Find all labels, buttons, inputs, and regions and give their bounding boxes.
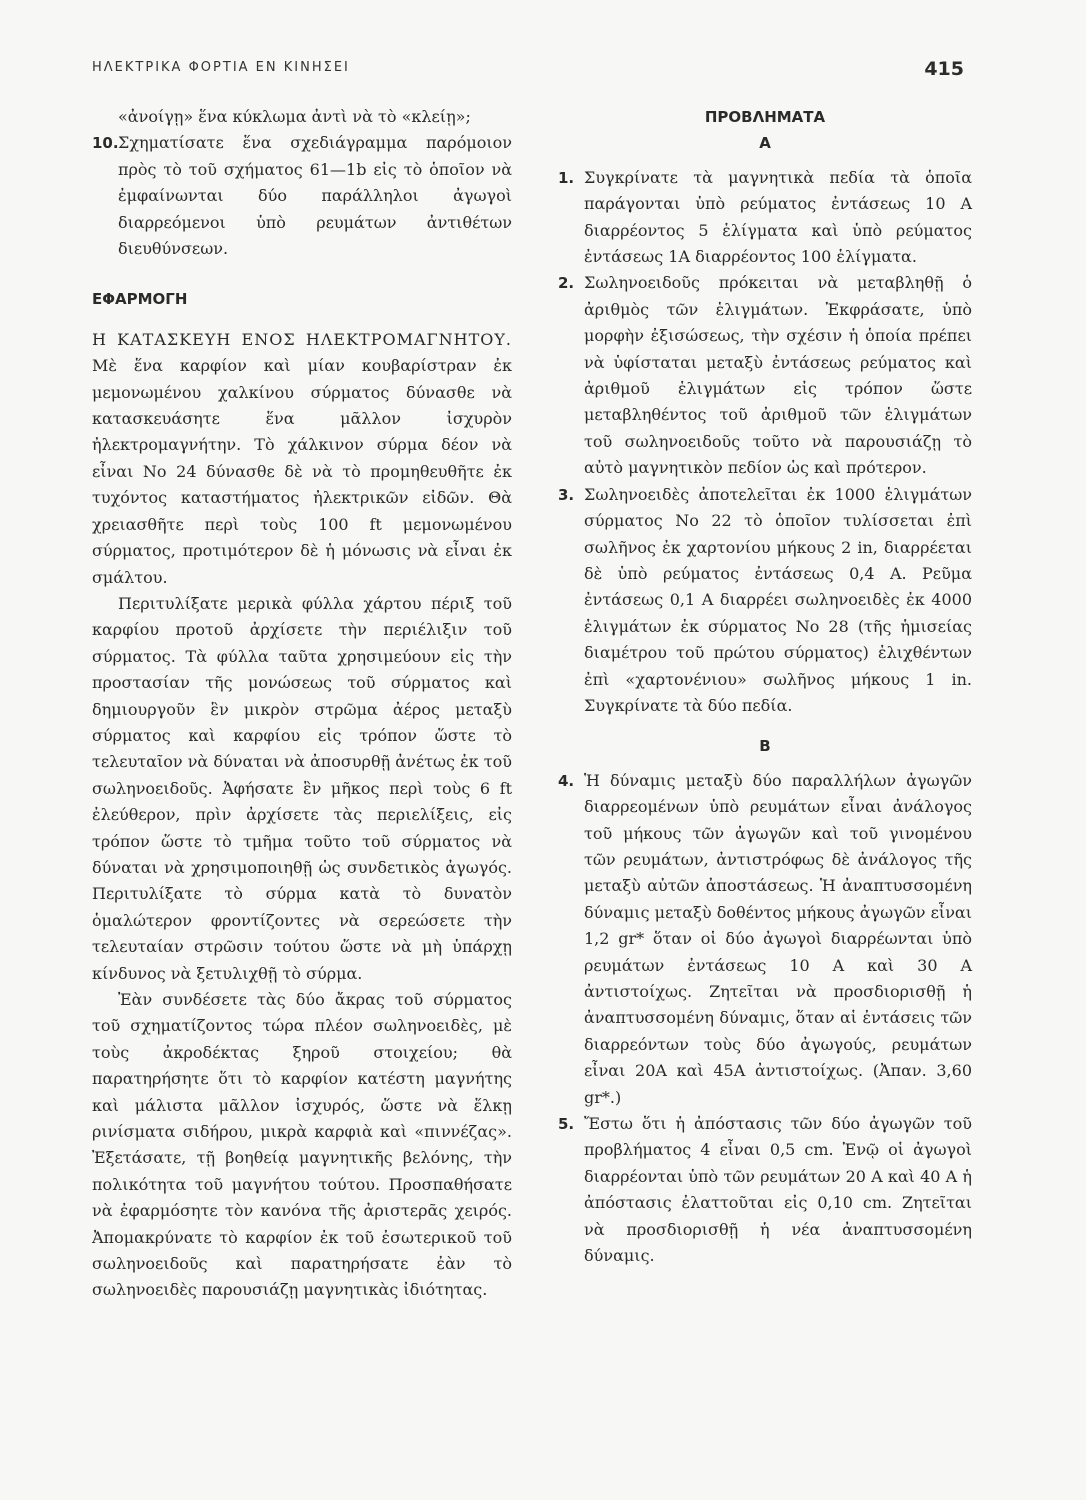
problem-text: Σωληνοειδοῦς πρόκειται νὰ μεταβληθῇ ὁ ἀριθμὸς τῶν ἑλιγμάτων. Ἐκφράσατε, ὑπὸ μορφὴν ἐξισώσεως, τὴν σχέσιν ἡ ὁποία πρέπει νὰ ὑφίσταται μεταξὺ ἐντάσεως ρεύματος καὶ ἀριθμοῦ ἑλιγμάτων εἰς τρόπον ὥστε μεταβληθέντος τοῦ ἀριθμοῦ τῶν ἑλιγμάτων τοῦ σωληνοειδοῦς τοῦτο νὰ παρουσιάζῃ τὸ αὐτὸ μαγνητικὸν πεδίον ὡς καὶ πρότερον. xyxy=(584,273,972,478)
problem-text: Ἡ δύναμις μεταξὺ δύο παραλλήλων ἀγωγῶν διαρρεομένων ὑπὸ ρευμάτων εἶναι ἀνάλογος τοῦ μήκους τῶν ἀγωγῶν καὶ τοῦ γινομένου τῶν ρευμάτων, ἀντιστρόφως δὲ ἀνάλογος τῆς μεταξὺ αὐτῶν ἀποστάσεως. Ἡ ἀναπτυσσομένη δύναμις μεταξὺ δοθέντος μήκους ἀγωγῶν εἶναι 1,2 gr* ὅταν οἱ δύο ἀγωγοὶ διαρρέωνται ὑπὸ ρευμάτων ἐντάσεως 10 Α καὶ 30 Α ἀντιστοίχως. Ζητεῖται νὰ προσδιορισθῇ ἡ ἀναπτυσσομένη δύναμις, ὅταν αἱ ἐντάσεις τῶν διαρρεόντων τοὺς δύο ἀγωγούς, ρευμάτων εἶναι 20Α καὶ 45Α ἀντιστοίχως. (Ἀπαν. 3,60 gr*.) xyxy=(584,770,972,1107)
application-title: Η ΚΑΤΑΣΚΕΥΗ ΕΝΟΣ ΗΛΕΚΤΡΟΜΑΓΝΗΤΟΥ. xyxy=(92,329,512,349)
problem-number: 2. xyxy=(558,274,575,293)
problem-1 xyxy=(558,165,972,271)
problem-text: Σωληνοειδὲς ἀποτελεῖται ἐκ 1000 ἑλιγμάτων σύρματος Νο 22 τὸ ὁποῖον τυλίσσεται ἐπὶ σωλῆνος ἐκ χαρτονίου μήκους 2 in, διαρρέεται δὲ ὑπὸ ρεύματος ἐντάσεως 0,4 Α. Ρεῦμα ἐντάσεως 0,1 Α διαρρέει σωληνοειδὲς ἐκ 4000 ἑλιγμάτων ἐκ σύρματος Νο 28 (τῆς ἡμισείας διαμέτρου τοῦ πρώτου σύρματος) ἑλιχθέντων ἐπὶ «χαρτονένιου» σωλῆνος μήκους 1 in. Συγκρίνατε τὰ δύο πεδία. xyxy=(584,484,972,715)
group-b-heading: Β xyxy=(759,737,771,756)
problem-text: Συγκρίνατε τὰ μαγνητικὰ πεδία τὰ ὁποῖα παράγονται ὑπὸ ρεύματος ἐντάσεως 10 Α διαρρέοντος 5 ἑλίγματα καὶ ὑπὸ ρεύματος ἐντάσεως 1Α διαρρέοντος 100 ἑλίγματα. xyxy=(584,167,972,267)
application-heading: ΕΦΑΡΜΟΓΗ xyxy=(92,290,188,309)
problem-2 xyxy=(558,270,972,481)
page-number: 415 xyxy=(924,58,964,80)
group-a-heading: Α xyxy=(759,134,771,153)
application-paragraph-1 xyxy=(92,327,512,591)
problem-text: Ἔστω ὅτι ἡ ἀπόστασις τῶν δύο ἀγωγῶν τοῦ προβλήματος 4 εἶναι 0,5 cm. Ἐνῷ οἱ ἀγωγοὶ διαρρέονται ὑπὸ τῶν ρευμάτων 20 Α καὶ 40 Α ἡ ἀπόστασις ἐλαττοῦται εἰς 0,10 cm. Ζητεῖται νὰ προσδιορισθῇ ἡ νέα ἀναπτυσσομένη δύναμις. xyxy=(584,1114,972,1266)
problem-4 xyxy=(558,768,972,1111)
question-10 xyxy=(92,130,512,262)
application-paragraph-2: Περιτυλίξατε μερικὰ φύλλα χάρτου πέριξ τοῦ καρφίου προτοῦ ἀρχίσετε τὴν περιέλιξιν τοῦ σύρματος. Τὰ φύλλα ταῦτα χρησιμεύουν εἰς τὴν προστασίαν τῆς μονώσεως τοῦ σύρματος καὶ δημιουργοῦν ἓν μικρὸν στρῶμα ἀέρος μεταξὺ σύρματος καὶ καρφίου εἰς τρόπον ὥστε τὸ τελευταῖον νὰ δύναται νὰ ἀποσυρθῇ ἀνέτως ἐκ τοῦ σωληνοειδοῦς. Ἀφήσατε ἓν μῆκος περὶ τοὺς 6 ft ἐλεύθερον, πρὶν ἀρχίσετε τὰς περιελίξεις, εἰς τρόπον ὥστε τὸ τμῆμα τοῦτο τοῦ σύρματος νὰ δύναται νὰ χρησιμοποιηθῇ ὡς συνδετικὸς ἀγωγός. Περιτυλίξατε τὸ σύρμα κατὰ τὸ δυνατὸν ὁμαλώτερον φροντίζοντες νὰ σερεώσετε τὴν τελευταίαν στρῶσιν τούτου ὥστε νὰ μὴ ὑπάρχῃ κίνδυνος νὰ ξετυλιχθῇ τὸ σύρμα. xyxy=(92,593,512,983)
problem-5 xyxy=(558,1111,972,1269)
problem-number: 4. xyxy=(558,771,575,790)
left-column xyxy=(92,104,512,1304)
problem-3 xyxy=(558,482,972,720)
question-number: 10. xyxy=(92,134,119,153)
running-title: ΗΛΕΚΤΡΙΚΑ ΦΟΡΤΙΑ ΕΝ ΚΙΝΗΣΕΙ xyxy=(92,60,350,75)
right-column xyxy=(558,104,972,1269)
problem-number: 1. xyxy=(558,168,575,187)
application-paragraph-3: Ἐὰν συνδέσετε τὰς δύο ἄκρας τοῦ σύρματος τοῦ σχηματίζοντος τώρα πλέον σωληνοειδὲς, μὲ τοὺς ἀκροδέκτας ξηροῦ στοιχείου; θὰ παρατηρήσητε ὅτι τὸ καρφίον κατέστη μαγνήτης καὶ μάλιστα μᾶλλον ἰσχυρός, ὥστε νὰ ἕλκῃ ρινίσματα σιδήρου, μικρὰ καρφιὰ καὶ «πιννέζας». Ἐξετάσατε, τῇ βοηθείᾳ μαγνητικῆς βελόνης, τὴν πολικότητα τοῦ μαγνήτου τούτου. Προσπαθήσατε νὰ ἐφαρμόσητε τὸν κανόνα τῆς ἀριστερᾶς χειρός. Ἀπομακρύνατε τὸ καρφίον ἐκ τοῦ ἐσωτερικοῦ τοῦ σωληνοειδοῦς καὶ παρατηρήσατε ἐὰν τὸ σωληνοειδὲς παρουσιάζῃ μαγνητικὰς ἰδιότητας. xyxy=(92,990,512,1300)
problem-number: 5. xyxy=(558,1115,575,1134)
problems-heading: ΠΡΟΒΛΗΜΑΤΑ xyxy=(704,108,826,126)
problem-number: 3. xyxy=(558,485,575,504)
continued-question-text: «ἀνοίγῃ» ἕνα κύκλωμα ἀντὶ νὰ τὸ «κλείῃ»; xyxy=(118,107,471,126)
application-text-1: Μὲ ἕνα καρφίον καὶ μίαν κουβαρίστραν ἐκ μεμονωμένου χαλκίνου σύρματος δύνασθε νὰ κατασκευάσητε ἕνα μᾶλλον ἰσχυρὸν ἠλεκτρομαγνήτην. Τὸ χάλκινον σύρμα δέον νὰ εἶναι Νο 24 δύνασθε δὲ νὰ τὸ προμηθευθῆτε ἐκ τυχόντος καταστήματος ἠλεκτρικῶν εἰδῶν. Θὰ χρειασθῆτε περὶ τοὺς 100 ft μεμονωμένου σύρματος, προτιμότερον δὲ ἡ μόνωσις νὰ εἶναι ἐκ σμάλτου. xyxy=(92,356,512,587)
question-text: Σχηματίσατε ἕνα σχεδιάγραμμα παρόμοιον πρὸς τὸ τοῦ σχήματος 61—1b εἰς τὸ ὁποῖον νὰ ἐμφαίνωνται δύο παράλληλοι ἀγωγοὶ διαρρεόμενοι ὑπὸ ρευμάτων ἀντιθέτων διευθύνσεων. xyxy=(118,133,512,259)
